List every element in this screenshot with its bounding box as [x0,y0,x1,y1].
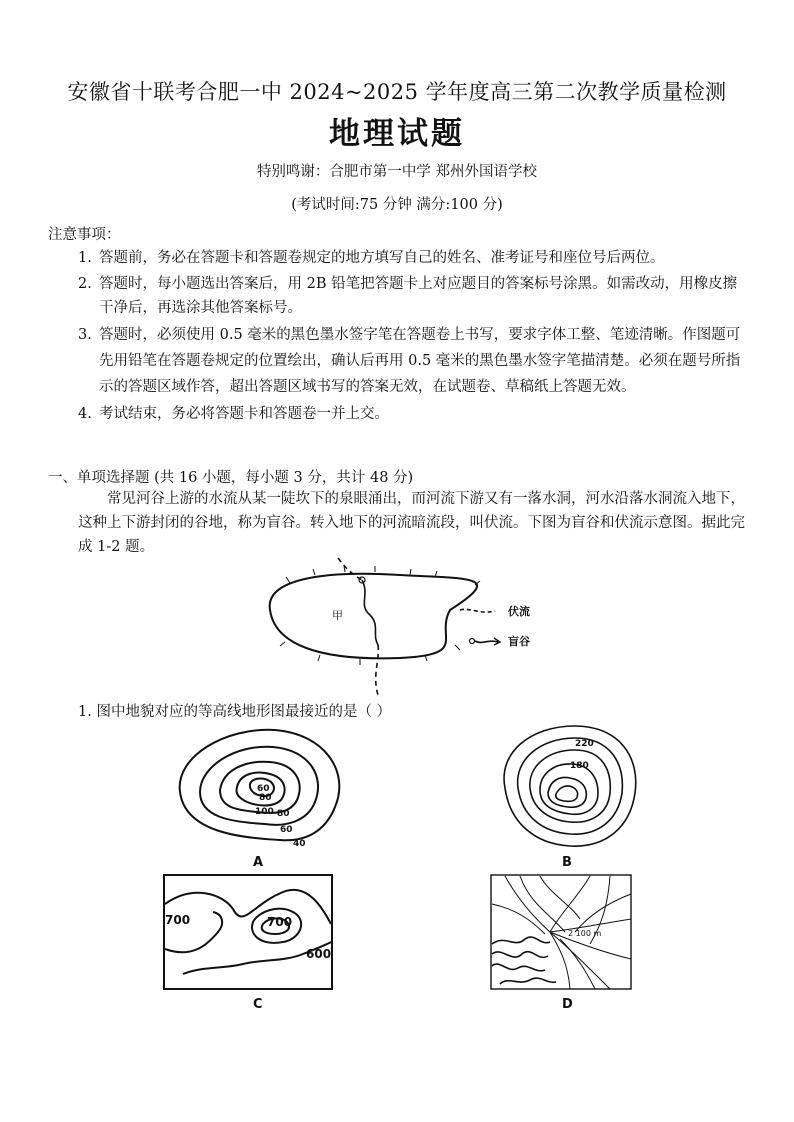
option-c-label: C [253,997,263,1012]
contour-label: 60 [280,825,293,835]
contour-label: 700 [267,915,293,929]
notice-item: 4. 考试结束，务必将答题卡和答题卷一并上交。 [78,406,389,422]
section-heading: 一、单项选择题 (共 16 小题，每小题 3 分，共计 48 分) [48,470,414,486]
contour-label: 2 100 m [568,929,602,938]
contour-label: 180 [570,761,589,771]
option-d-contour-map [490,874,632,990]
exam-info: (考试时间:75 分钟 满分:100 分) [291,197,503,213]
option-a-label: A [253,855,264,870]
blind-valley-diagram [260,555,550,700]
contour-label: 600 [306,947,332,961]
notice-list [78,246,750,428]
contour-label: 60 [257,784,270,794]
contour-label: 40 [293,839,306,849]
notice-heading: 注意事项： [48,227,121,243]
area-label-jia: 甲 [332,609,343,622]
legend-dashed-symbol [460,609,495,612]
option-c-contour-map [163,874,333,990]
notice-item: 1. 答题前，务必在答题卡和答题卷规定的地方填写自己的姓名、准考证号和座位号后两位。 [78,250,665,266]
notice-item: 3. 答题时，必须使用 0.5 毫米的黑色墨水签字笔在答题卷上书写，要求字体工整、笔迹清晰。作图题可先用铅笔在答题卷规定的位置绘出，确认后再用 0.5 毫米的黑色墨水签字笔描清楚。必须在题号所指示的答题区域作答，超出答题区域书写的答案无效，在试题卷、草稿纸上答题无效。 [78,327,741,395]
contour-label: 80 [259,793,272,803]
option-b-label: B [562,855,572,870]
subject-title: 地理试题 [329,116,465,152]
option-d-label: D [562,997,573,1012]
valley-outline [270,574,477,659]
passage: 常见河谷上游的水流从某一陡坎下的泉眼涌出，而河流下游又有一落水洞，河水沿落水洞流入地下，这种上下游封闭的谷地，称为盲谷。转入地下的河流暗流段，叫伏流。下图为盲谷和伏流示意图。据此完成 1-2 题。 [78,491,745,555]
underground-river-upper [338,558,362,580]
contour-label: 100 [255,807,274,817]
legend-blind-valley-label: 盲谷 [508,635,530,648]
contour-label: 80 [277,809,290,819]
legend-river-symbol [475,641,498,642]
acknowledgement: 特别鸣谢：合肥市第一中学 郑州外国语学校 [256,164,538,180]
legend-spring-symbol [470,639,475,644]
surface-river [362,580,378,645]
exam-title-line: 安徽省十联考合肥一中 2024~2025 学年度高三第二次教学质量检测 [67,80,727,104]
option-b-contour-map [490,718,650,858]
contour-label: 220 [575,739,594,749]
option-a-contour-map [165,722,355,862]
legend-underground-label: 伏流 [508,605,530,618]
underground-river-lower [376,645,379,695]
question-1-stem: 1. 图中地貌对应的等高线地形图最接近的是（ ） [78,704,392,720]
notice-item: 2. 答题时，每小题选出答案后，用 2B 铅笔把答题卡上对应题目的答案标号涂黑。如需改动，用橡皮擦干净后，再选涂其他答案标号。 [78,276,738,316]
contour-label: 700 [165,913,191,927]
